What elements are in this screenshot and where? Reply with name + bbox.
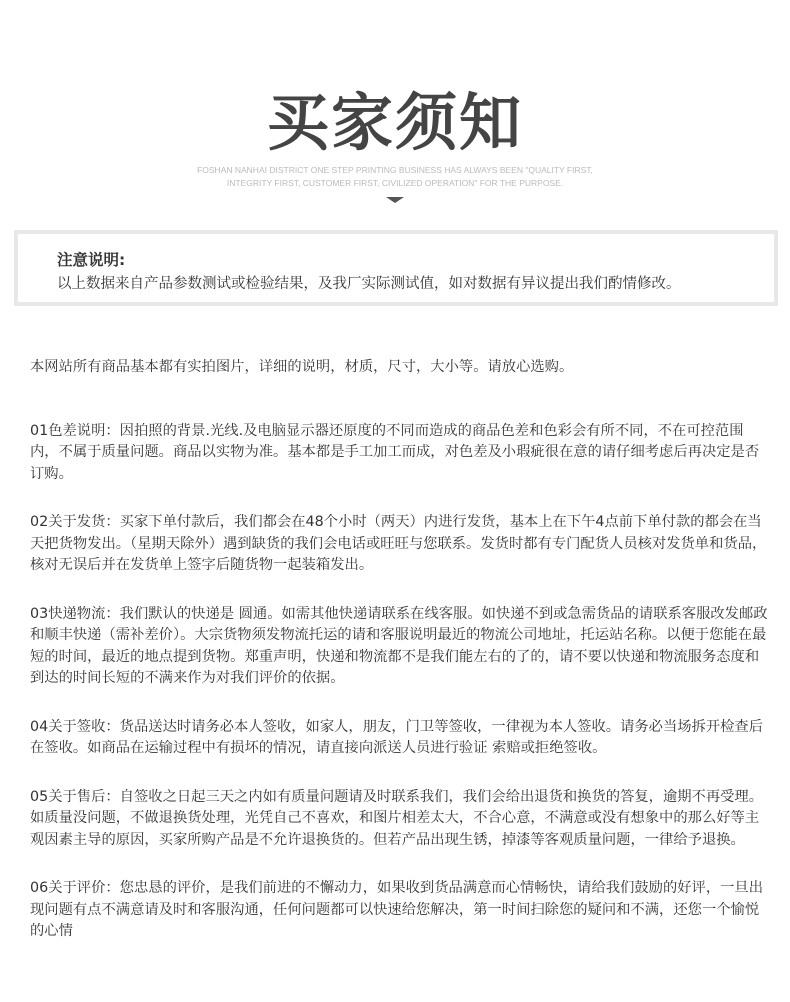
notice-text: 以上数据来自产品参数测试或检验结果，及我厂实际测试值，如对数据有异议提出我们酌情修改。 <box>57 276 681 292</box>
section-receipt: 04关于签收：货品送达时请务必本人签收，如家人，朋友，门卫等签收，一律视为本人签收。请务必当场拆开检查后在签收。如商品在运输过程中有损坏的情况，请直接向派送人员进行验证 索赔或拒绝签收。 <box>30 718 764 756</box>
subtitle-line-1: FOSHAN NANHAI DISTRICT ONE STEP PRINTING BUSINESS HAS ALWAYS BEEN "QUALITY FIRST, <box>197 165 593 175</box>
subtitle <box>0 164 790 190</box>
notice-box <box>14 230 778 306</box>
subtitle-line-2: INTEGRITY FIRST, CUSTOMER FIRST, CIVILIZED OPERATION" FOR THE PURPOSE. <box>226 178 564 188</box>
triangle-down-icon <box>386 197 404 203</box>
intro-paragraph: 本网站所有商品基本都有实拍图片，详细的说明，材质，尺寸，大小等。请放心选购。 <box>30 359 574 375</box>
section-shipping: 02关于发货：买家下单付款后，我们都会在48个小时（两天）内进行发货，基本上在下午4点前下单付款的都会在当天把货物发出。（星期天除外）遇到缺货的我们会电话或旺旺与您联系。发货时都有专门配货人员核对发货单和货品，核对无误后并在发货单上签字后随货物一起装箱发出。 <box>30 514 767 573</box>
section-color-difference: 01色差说明：因拍照的背景.光线.及电脑显示器还原度的不同而造成的商品色差和色彩会有所不同，不在可控范围内，不属于质量问题。商品以实物为准。基本都是手工加工而成，对色差及小瑕疵很在意的请仔细考虑后再决定是否订购。 <box>30 422 760 482</box>
section-after-sales: 05关于售后：自签收之日起三天之内如有质量问题请及时联系我们，我们会给出退货和换货的答复，逾期不再受理。如质量没问题，不做退换货处理，光凭自己不喜欢，和图片相差太大，不合心意，不满意或没有想象中的那么好等主观因素主导的原因，买家所购产品是不允许退换货的。但若产品出现生锈，掉漆等客观质量问题，一律给予退换。 <box>30 788 764 848</box>
section-logistics: 03快递物流：我们默认的快递是 圆通。如需其他快递请联系在线客服。如快递不到或急需货品的请联系客服改发邮政和顺丰快递（需补差价）。大宗货物须发物流托运的请和客服说明最近的物流公司地址，托运站名称。以便于您能在最短的时间，最近的地点提到货物。郑重声明，快递和物流都不是我们能左右的了的，请不要以快递和物流服务态度和到达的时间长短的不满来作为对我们评价的依据。 <box>30 605 768 686</box>
notice-body <box>30 357 770 970</box>
page-title: 买家须知 <box>266 86 523 159</box>
notice-heading: 注意说明: <box>57 251 126 269</box>
section-reviews: 06关于评价：您忠恳的评价，是我们前进的不懈动力，如果收到货品满意而心情畅快，请给我们鼓励的好评，一旦出现问题有点不满意请及时和客服沟通，任何问题都可以快速给您解决，第一时间扫除您的疑问和不满，还您一个愉悦的心情 <box>30 880 764 939</box>
